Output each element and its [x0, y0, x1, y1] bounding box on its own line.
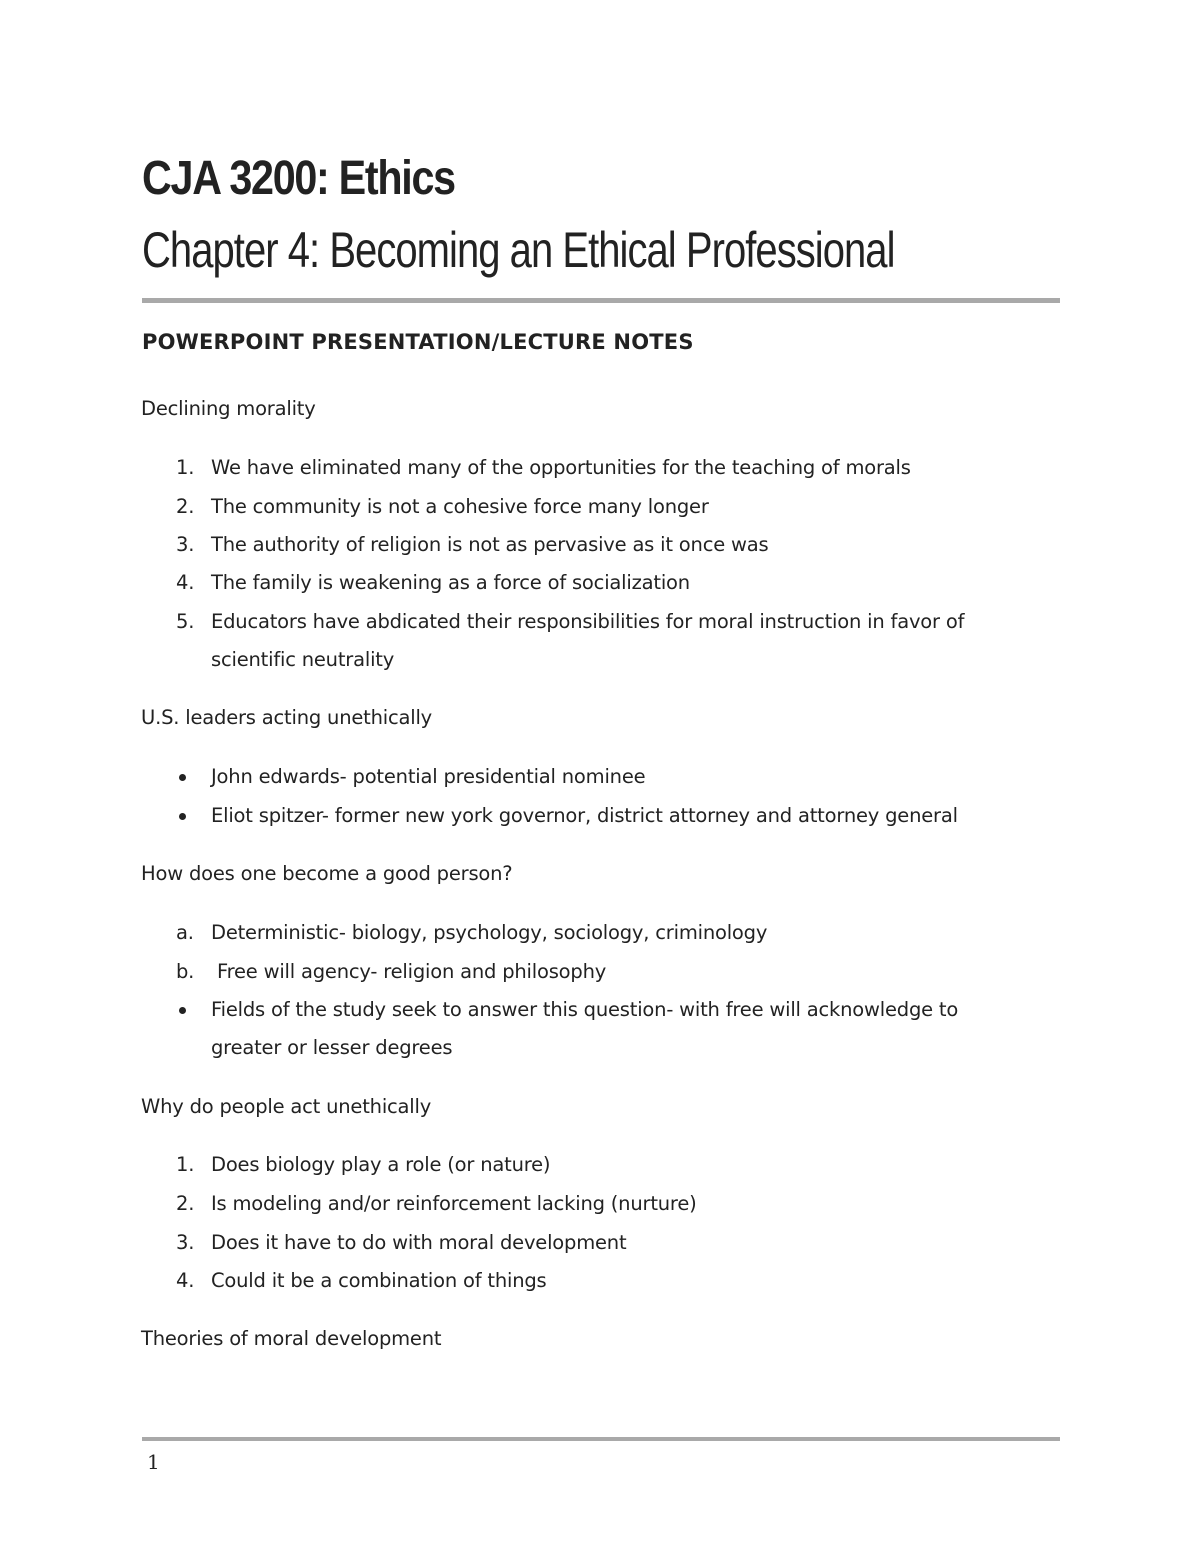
list-item-text: Eliot spitzer- former new york governor, district attorney and attorney general — [211, 804, 958, 827]
list-marker: 2. — [176, 1192, 195, 1215]
course-title: CJA 3200: Ethics — [142, 152, 455, 205]
list-item-text: We have eliminated many of the opportunities for the teaching of morals — [211, 456, 911, 479]
list-item-text: Does biology play a role (or nature) — [211, 1153, 551, 1176]
paragraph-theories: Theories of moral development — [141, 1327, 442, 1350]
paragraph-declining-morality: Declining morality — [141, 397, 316, 420]
list-marker: 4. — [176, 571, 195, 594]
list-marker: 3. — [176, 1231, 195, 1254]
list-item-text: The community is not a cohesive force many longer — [211, 495, 709, 518]
chapter-title: Chapter 4: Becoming an Ethical Professional — [142, 222, 895, 278]
list-marker: a. — [176, 921, 194, 944]
header-divider — [142, 298, 1060, 303]
page-number: 1 — [147, 1450, 160, 1474]
footer-divider — [142, 1437, 1060, 1441]
list-marker: 4. — [176, 1269, 195, 1292]
list-marker: 2. — [176, 495, 195, 518]
list-marker: b. — [176, 960, 195, 983]
list-item-text: Is modeling and/or reinforcement lacking (nurture) — [211, 1192, 697, 1215]
list-item-text: The authority of religion is not as pervasive as it once was — [211, 533, 769, 556]
paragraph-good-person: How does one become a good person? — [141, 862, 513, 885]
list-marker: 3. — [176, 533, 195, 556]
list-item-text: Fields of the study seek to answer this question- with free will acknowledge to greater or lesser degrees — [211, 998, 959, 1059]
list-item-text: Could it be a combination of things — [211, 1269, 547, 1292]
list-item-text: Deterministic- biology, psychology, sociology, criminology — [211, 921, 768, 944]
list-item-text: Does it have to do with moral development — [211, 1231, 627, 1254]
section-heading: POWERPOINT PRESENTATION/LECTURE NOTES — [142, 330, 694, 354]
list-marker: 1. — [176, 456, 195, 479]
list-marker: 1. — [176, 1153, 195, 1176]
list-marker: 5. — [176, 610, 195, 633]
list-item-text: John edwards- potential presidential nominee — [211, 765, 646, 788]
list-item-text: Free will agency- religion and philosophy — [211, 960, 607, 983]
list-item-text: Educators have abdicated their responsibilities for moral instruction in favor of scientific neutrality — [211, 610, 965, 671]
paragraph-why-unethical: Why do people act unethically — [141, 1095, 432, 1118]
list-item-text: The family is weakening as a force of socialization — [211, 571, 690, 594]
paragraph-us-leaders: U.S. leaders acting unethically — [141, 706, 433, 729]
